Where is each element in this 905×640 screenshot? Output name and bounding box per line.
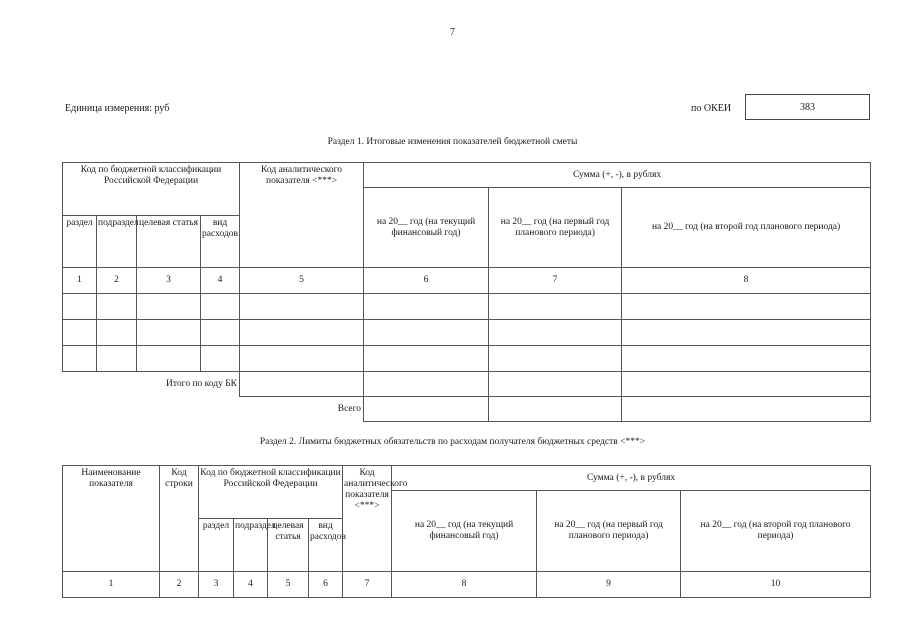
s1-cell[interactable] [137, 346, 201, 372]
s1-header-podrazdel: подраздел [97, 216, 137, 268]
s1-cell[interactable] [364, 397, 489, 422]
okei-code-field[interactable] [745, 94, 870, 120]
s2-column-numbers-row [63, 572, 871, 598]
s1-total-all-label: Всего [337, 403, 362, 414]
s1-cell[interactable] [489, 346, 622, 372]
s1-header-year-second: на 20__ год (на второй год планового периода) [622, 188, 871, 268]
s1-col-number: 7 [489, 268, 622, 294]
s2-col-number: 9 [537, 572, 681, 598]
okei-code-value: 383 [800, 101, 815, 113]
s2-col-number: 1 [63, 572, 160, 598]
s1-data-row [63, 320, 871, 346]
section2-table [62, 465, 871, 598]
s1-cell[interactable] [240, 294, 364, 320]
s1-total-bk-label: Итого по коду БК [166, 378, 238, 389]
s1-header-expense-type: вид расходов [201, 216, 240, 268]
s2-header-indicator: Наименование показателя [63, 466, 160, 572]
s1-cell[interactable] [97, 294, 137, 320]
s1-cell[interactable] [622, 346, 871, 372]
s1-cell[interactable] [63, 294, 97, 320]
section1-title: Раздел 1. Итоговые изменения показателей бюджетной сметы [327, 137, 578, 147]
section1-table [62, 162, 871, 422]
s1-cell[interactable] [240, 346, 364, 372]
s1-cell[interactable] [137, 320, 201, 346]
s1-header-bk-code: Код по бюджетной классификации Российской Федерации [63, 163, 240, 216]
s1-header-razdel: раздел [63, 216, 97, 268]
s2-header-year-current: на 20__ год (на текущий финансовый год) [392, 491, 537, 572]
s1-header-year-current: на 20__ год (на текущий финансовый год) [364, 188, 489, 268]
s1-cell[interactable] [97, 346, 137, 372]
s2-header-row-code: Код строки [160, 466, 199, 572]
s1-cell[interactable] [201, 294, 240, 320]
unit-of-measure-label: Единица измерения: руб [65, 103, 170, 114]
s2-header-year-first: на 20__ год (на первый год планового периода) [537, 491, 681, 572]
s2-col-number: 4 [234, 572, 268, 598]
s1-cell[interactable] [622, 320, 871, 346]
s1-cell[interactable] [622, 372, 871, 397]
s2-header-razdel: раздел [199, 519, 234, 572]
s1-cell[interactable] [622, 397, 871, 422]
s1-col-number: 2 [97, 268, 137, 294]
okei-label: по ОКЕИ [691, 103, 732, 114]
s1-column-numbers-row [63, 268, 871, 294]
s1-cell[interactable] [364, 346, 489, 372]
s1-cell[interactable] [489, 372, 622, 397]
s1-cell[interactable] [364, 372, 489, 397]
s2-header-podrazdel: подраздел [234, 519, 268, 572]
section2-title: Раздел 2. Лимиты бюджетных обязательств по расходам получателя бюджетных средств <***> [259, 437, 646, 447]
s1-col-number: 1 [63, 268, 97, 294]
s1-cell[interactable] [364, 320, 489, 346]
s1-header-analytic-code: Код аналитического показателя <***> [240, 163, 364, 268]
s1-header-target: целевая статья [137, 216, 201, 268]
s1-col-number: 6 [364, 268, 489, 294]
s2-header-expense-type: вид расходов [309, 519, 343, 572]
s2-col-number: 5 [268, 572, 309, 598]
s2-header-sum: Сумма (+, -), в рублях [392, 466, 871, 491]
s2-col-number: 10 [681, 572, 871, 598]
s1-col-number: 4 [201, 268, 240, 294]
s2-header-bk-code: Код по бюджетной классификации Российской Федерации [199, 466, 343, 519]
s1-cell[interactable] [63, 346, 97, 372]
s2-header-analytic-code: Код аналитического показателя <***> [343, 466, 392, 572]
page-number: 7 [450, 27, 455, 38]
s1-cell[interactable] [63, 320, 97, 346]
s1-cell[interactable] [489, 320, 622, 346]
s2-col-number: 7 [343, 572, 392, 598]
s2-col-number: 6 [309, 572, 343, 598]
s1-cell[interactable] [201, 320, 240, 346]
s1-data-row [63, 294, 871, 320]
s1-cell[interactable] [489, 294, 622, 320]
s2-header-target: целевая статья [268, 519, 309, 572]
s1-cell[interactable] [622, 294, 871, 320]
s2-col-number: 2 [160, 572, 199, 598]
s1-header-year-first: на 20__ год (на первый год планового периода) [489, 188, 622, 268]
s1-col-number: 8 [622, 268, 871, 294]
s1-col-number: 5 [240, 268, 364, 294]
s1-cell[interactable] [137, 294, 201, 320]
s1-header-sum: Сумма (+, -), в рублях [364, 163, 871, 188]
s2-col-number: 3 [199, 572, 234, 598]
s1-col-number: 3 [137, 268, 201, 294]
s1-cell[interactable] [240, 320, 364, 346]
s1-total-all-row [63, 397, 871, 422]
s1-total-bk-row [63, 372, 871, 397]
s1-cell[interactable] [364, 294, 489, 320]
s2-col-number: 8 [392, 572, 537, 598]
s1-data-row [63, 346, 871, 372]
s1-cell[interactable] [240, 372, 364, 397]
s2-header-year-second: на 20__ год (на второй год планового периода) [681, 491, 871, 572]
s1-cell[interactable] [97, 320, 137, 346]
s1-cell[interactable] [201, 346, 240, 372]
s1-cell[interactable] [489, 397, 622, 422]
